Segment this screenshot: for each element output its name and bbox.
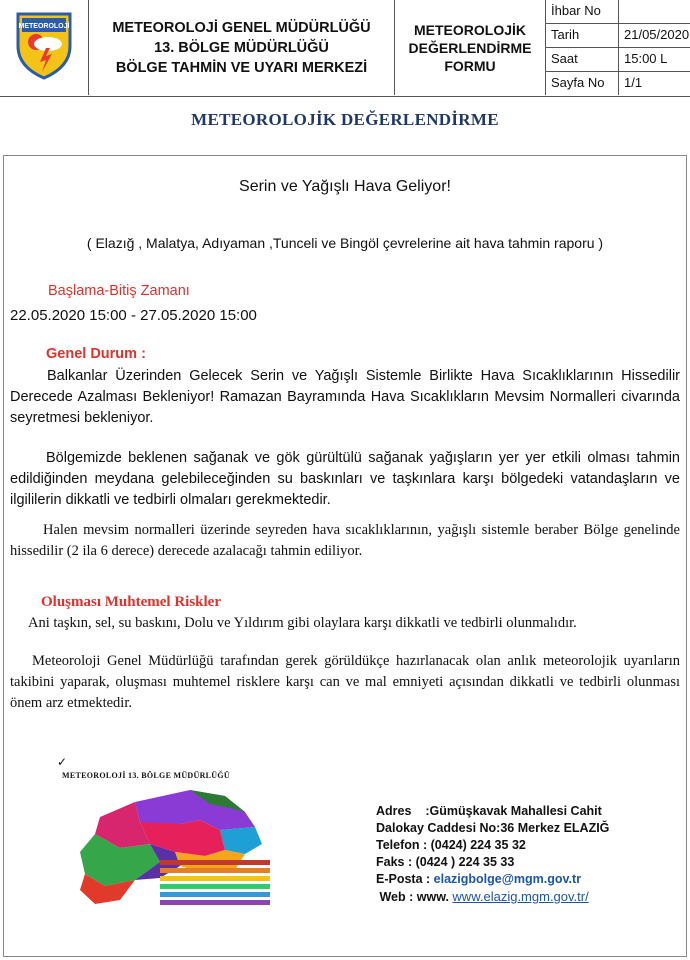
checkmark-icon: ✓: [57, 755, 68, 769]
form-line-2: DEĞERLENDİRME: [408, 39, 532, 56]
meta-key: İhbar No: [551, 3, 601, 18]
document-title: METEOROLOJİK DEĞERLENDİRME: [191, 110, 499, 129]
form-line-3: FORMU: [444, 57, 496, 74]
risks-paragraph-1: Ani taşkın, sel, su baskını, Dolu ve Yıldırım gibi olaylara karşı dikkatli ve tedbirli olunmalıdır.: [28, 615, 577, 631]
meta-row-ihbar: [546, 0, 690, 24]
meta-key: Saat: [551, 51, 578, 66]
fax-line: Faks : (0424 ) 224 35 33: [376, 855, 515, 869]
web-line: Web : www. www.elazig.mgm.gov.tr/: [379, 889, 589, 904]
risks-label: Oluşması Muhtemel Riskler: [41, 594, 221, 610]
period-label: Başlama-Bitiş Zamanı: [48, 283, 190, 299]
phone-line: Telefon : (0424) 224 35 32: [376, 838, 526, 852]
region-map-image: [40, 782, 275, 912]
general-paragraph-3: Halen mevsim normalleri üzerinde seyreden hava sıcaklıklarının, yağışlı sistemle beraber Bölge genelinde hissedilir (2 ila 6 derece) derecede azalacağı tahmin ediliyor.: [10, 522, 680, 559]
risks-paragraph-2: Meteoroloji Genel Müdürlüğü tarafından gerek görüldükçe hazırlanacak olan anlık meteorolojik uyarıların takibini yaparak, oluşması muhtemel risklere karşı can ve mal emniyeti açısından dikkatli ve tedbirli olunması önem arz etmektedir.: [10, 653, 680, 711]
meta-row-tarih: [546, 24, 690, 48]
meta-row-saat: [546, 48, 690, 72]
meta-key: Tarih: [551, 27, 580, 42]
form-header: [0, 0, 690, 97]
organization-cell: [89, 0, 395, 95]
meta-value: 15:00 L: [624, 51, 668, 66]
form-line-1: METEOROLOJİK: [413, 21, 526, 38]
meta-key: Sayfa No: [551, 75, 605, 90]
map-caption: METEOROLOJİ 13. BÖLGE MÜDÜRLÜĞÜ: [62, 771, 230, 780]
logo-cell: [0, 0, 89, 95]
meta-value: 21/05/2020: [624, 27, 690, 42]
report-subtitle: ( Elazığ , Malatya, Adıyaman ,Tunceli ve Bingöl çevrelerine ait hava tahmin raporu ): [86, 235, 604, 251]
email-line: E-Posta : elazigbolge@mgm.gov.tr: [376, 872, 582, 886]
org-line-1: METEOROLOJİ GENEL MÜDÜRLÜĞÜ: [112, 19, 371, 36]
svg-text:METEOROLOJİ: METEOROLOJİ: [18, 23, 70, 30]
general-situation-label: Genel Durum :: [46, 346, 146, 362]
meta-row-sayfa: [546, 72, 690, 95]
period-value: 22.05.2020 15:00 - 27.05.2020 15:00: [10, 307, 257, 324]
general-paragraph-1: Balkanlar Üzerinden Gelecek Serin ve Yağışlı Sistemle Birlikte Hava Sıcaklıklarının Hissedilir Derecede Azalması Bekleniyor! Ramazan Bayramında Hava Sıcaklıkların Mevsim Normalleri civarında seyretmesi bekleniyor.: [10, 368, 680, 426]
map-region-east: [220, 827, 262, 854]
contact-block: [376, 803, 609, 906]
report-headline: Serin ve Yağışlı Hava Geliyor!: [239, 178, 451, 195]
meta-value: 1/1: [624, 75, 643, 90]
general-paragraph-2: Bölgemizde beklenen sağanak ve gök gürültülü sağanak yağışların yer yer etkili olması tahmin edildiğinden meydana gelebileceğinden su baskınları ve taşkınlara karşı bölgedeki vatandaşların ve ilgililerin dikkatli ve tedbirli olmaları gerekmektedir.: [10, 450, 680, 508]
address-line-2: Dalokay Caddesi No:36 Merkez ELAZIĞ: [376, 821, 610, 835]
email-link[interactable]: elazigbolge@mgm.gov.tr: [433, 872, 582, 886]
meta-table: [546, 0, 690, 95]
address-line-1: Adres :Gümüşkavak Mahallesi Cahit: [376, 804, 602, 818]
mgm-logo: [14, 10, 74, 80]
org-line-3: BÖLGE TAHMİN VE UYARI MERKEZİ: [115, 59, 368, 76]
website-link[interactable]: www.elazig.mgm.gov.tr/: [452, 889, 589, 904]
org-line-2: 13. BÖLGE MÜDÜRLÜĞÜ: [154, 39, 329, 56]
form-name-cell: [395, 0, 546, 95]
